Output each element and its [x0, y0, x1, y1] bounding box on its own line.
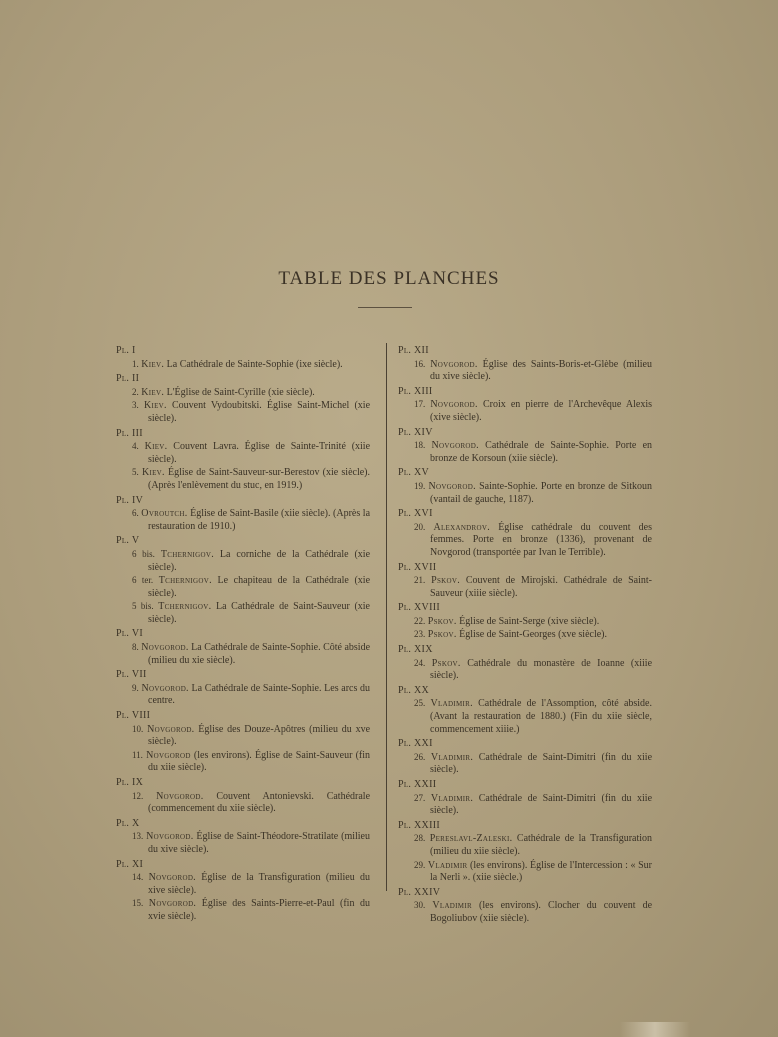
entry-text: Couvent de Mirojski. Cathédrale de Saint-Sauveur (xiiie siècle).: [430, 575, 652, 599]
entry-place: Novgorod.: [141, 642, 189, 654]
entry-place: Vladimir.: [430, 751, 474, 763]
entry-number: 4.: [132, 441, 139, 452]
plate-group: [116, 373, 370, 425]
entry-text: La Cathédrale de Sainte-Sophie. Côté abside (milieu du xie siècle).: [148, 642, 371, 666]
plate-number: Pl. XIV: [398, 426, 433, 438]
plate-entry: [132, 399, 371, 425]
entry-number: 9.: [132, 682, 139, 693]
entry-text: Cathédrale de Sainte-Sophie. Porte en bronze de Korsoun (xiie siècle).: [430, 440, 653, 464]
entry-number: 3.: [132, 400, 139, 411]
entry-place: Vladimir.: [430, 698, 473, 710]
plate-group: [116, 859, 370, 924]
entry-number: 23.: [414, 629, 426, 640]
plate-entry: [414, 657, 653, 683]
plate-number: Pl. XVI: [398, 508, 433, 520]
entry-number: 29.: [414, 859, 426, 870]
plate-entry: [414, 521, 653, 560]
entry-number: 13.: [132, 831, 144, 842]
entry-text: Couvent Lavra. Église de Sainte-Trinité (xiie siècle).: [148, 441, 371, 465]
entry-number: 24.: [414, 657, 426, 668]
page-title: TABLE DES PLANCHES: [278, 268, 500, 289]
entry-number: 6 ter.: [132, 575, 154, 586]
plate-number: Pl. XXII: [398, 779, 437, 790]
entry-number: 5.: [132, 467, 139, 478]
plate-entry: [414, 899, 653, 925]
entry-number: 28.: [414, 833, 426, 844]
plate-group: [398, 467, 652, 506]
entry-place: Novgorod.: [430, 399, 478, 411]
entry-place: Vladimir: [432, 900, 472, 912]
entry-text: Croix en pierre de l'Archevêque Alexis (xive siècle).: [430, 399, 653, 423]
plate-entry: [414, 628, 652, 642]
entry-place: Pskov.: [427, 629, 457, 641]
entry-text: Église des Douze-Apôtres (milieu du xve siècle).: [148, 723, 371, 748]
plate-number: Pl. XVIII: [398, 602, 440, 614]
plate-entry: [414, 615, 652, 629]
plate-entry: [414, 792, 653, 818]
plate-group: [116, 345, 370, 371]
plate-entry: [132, 871, 371, 897]
plate-entry: [132, 358, 370, 372]
plate-entry: [132, 548, 371, 574]
entry-text: (les environs). Clocher du couvent de Bogoliubov (xiie siècle).: [430, 900, 653, 924]
entry-place: Kiev.: [143, 400, 167, 412]
plate-entry: [132, 574, 371, 600]
light-glare: [620, 1022, 690, 1037]
plate-number: Pl. XII: [398, 345, 429, 356]
plate-group: [116, 428, 370, 493]
plate-number: Pl. VIII: [116, 710, 151, 722]
entry-text: Couvent Antonievski. Cathédrale (commencement du xiie siècle).: [148, 790, 371, 815]
left-column: [116, 345, 370, 926]
entry-place: Tchernigov.: [158, 575, 212, 587]
entry-text: (les environs). Église de Saint-Sauveur (fin du xiie siècle).: [148, 749, 371, 774]
entry-text: La Cathédrale de Sainte-Sophie (ixe siècle).: [166, 358, 343, 370]
plate-entry: [414, 832, 653, 858]
entry-place: Kiev.: [141, 358, 165, 370]
plate-entry: [132, 723, 371, 749]
entry-place: Novgorod.: [156, 790, 204, 802]
entry-place: Novgorod.: [431, 440, 479, 452]
plate-number: Pl. XVII: [398, 561, 437, 573]
entry-text: Le chapiteau de la Cathédrale (xie siècle).: [148, 575, 371, 599]
plate-group: [116, 777, 370, 816]
plate-group: [398, 345, 652, 384]
plate-number: Pl. XXIV: [398, 886, 441, 898]
entry-text: Église de Saint-Basile (xiie siècle). (Après la restauration de 1910.): [148, 508, 371, 532]
plate-group: [398, 887, 652, 926]
entry-number: 18.: [414, 440, 426, 451]
plate-entry: [132, 790, 371, 816]
plate-group: [398, 427, 652, 466]
entry-text: Cathédrale de Saint-Dimitri (fin du xiie siècle).: [430, 792, 653, 817]
entry-place: Novgorod.: [147, 723, 195, 735]
entry-text: Église de Saint-Théodore-Stratilate (milieu du xive siècle).: [148, 831, 370, 855]
entry-place: Pskov.: [431, 575, 461, 587]
entry-text: La Cathédrale de Saint-Sauveur (xie siècle).: [148, 601, 370, 625]
plate-entry: [414, 439, 653, 465]
entry-text: Sainte-Sophie. Porte en bronze de Sitkoun (vantail de gauche, 1187).: [430, 480, 652, 505]
entry-text: La corniche de la Cathédrale (xie siècle).: [148, 548, 371, 573]
entry-place: Novgorod: [146, 749, 191, 761]
entry-number: 14.: [132, 872, 144, 883]
plate-number: Pl. II: [116, 373, 140, 385]
plate-entry: [414, 358, 652, 384]
entry-number: 1.: [132, 358, 139, 369]
plate-group: [116, 495, 370, 534]
entry-place: Vladimir: [427, 859, 468, 871]
entry-number: 20.: [414, 521, 426, 532]
plate-number: Pl. V: [116, 535, 140, 547]
entry-number: 30.: [414, 900, 426, 911]
entry-number: 6 bis.: [132, 548, 155, 559]
plate-entry: [132, 600, 370, 626]
entry-place: Kiev.: [141, 467, 165, 479]
plate-number: Pl. XV: [398, 467, 430, 479]
plate-number: Pl. IX: [116, 777, 144, 788]
entry-text: Église des Saints-Boris-et-Glèbe (milieu du xive siècle).: [430, 358, 652, 383]
entry-number: 25.: [414, 698, 426, 709]
plate-group: [398, 820, 652, 885]
plate-number: Pl. XX: [398, 684, 430, 696]
entry-place: Alexandrov.: [433, 521, 491, 533]
plate-number: Pl. X: [116, 817, 140, 829]
entry-text: Cathédrale de Saint-Dimitri (fin du xiie siècle).: [430, 751, 653, 776]
entry-text: Cathédrale du monastère de Ioanne (xiiie siècle).: [430, 657, 653, 682]
entry-number: 22.: [414, 615, 426, 626]
entry-place: Novgorod.: [430, 358, 478, 370]
entry-text: Église de Saint-Georges (xve siècle).: [459, 629, 607, 641]
plate-group: [398, 644, 652, 683]
entry-place: Novgorod.: [141, 682, 189, 694]
plate-entry: [132, 897, 371, 923]
entry-text: Église des Saints-Pierre-et-Paul (fin du xvie siècle).: [148, 898, 371, 922]
plate-number: Pl. XIX: [398, 644, 433, 656]
entry-number: 6.: [132, 508, 139, 519]
plate-entry: [414, 751, 653, 777]
entry-number: 10.: [132, 723, 144, 734]
entry-text: La Cathédrale de Sainte-Sophie. Les arcs du centre.: [148, 682, 371, 707]
plate-group: [398, 508, 652, 559]
entry-text: Cathédrale de la Transfiguration (milieu du xiie siècle).: [430, 833, 653, 857]
entry-place: Pskov.: [431, 657, 461, 669]
entry-text: Église de Saint-Serge (xive siècle).: [459, 615, 600, 627]
plate-number: Pl. XXI: [398, 738, 433, 750]
plate-number: Pl. IV: [116, 494, 144, 506]
entry-number: 26.: [414, 751, 426, 762]
entry-number: 2.: [132, 386, 139, 397]
plate-group: [398, 602, 652, 642]
entry-number: 15.: [132, 898, 144, 909]
plate-number: Pl. III: [116, 427, 143, 439]
plate-group: [398, 738, 652, 777]
entry-place: Kiev.: [141, 386, 165, 398]
plate-entry: [132, 507, 371, 533]
entry-number: 8.: [132, 642, 139, 653]
plate-group: [398, 562, 652, 601]
column-divider: [386, 343, 387, 891]
title-rule: [358, 307, 412, 308]
entry-text: Église cathédrale du couvent des femmes. Porte en bronze (1336), provenant de Novgorod (transportée par Ivan le Terrible).: [430, 521, 653, 558]
entry-place: Ovroutch.: [141, 508, 188, 520]
entry-number: 19.: [414, 480, 426, 491]
plate-entry: [132, 749, 371, 775]
entry-place: Pereslavl-Zaleski.: [429, 833, 513, 845]
entry-number: 17.: [414, 399, 426, 410]
plate-group: [398, 779, 652, 818]
entry-text: Église de Saint-Sauveur-sur-Berestov (xie siècle). (Après l'enlèvement du stuc, en 1919.): [148, 467, 371, 491]
entry-place: Novgorod.: [148, 898, 197, 910]
plate-entry: [132, 682, 371, 708]
entry-text: Cathédrale de l'Assomption, côté abside. (Avant la restauration de 1880.) (Fin du xiie siècle, commencement xiiie.): [430, 698, 652, 735]
entry-place: Pskov.: [427, 615, 457, 627]
entry-text: Couvent Vydoubitski. Église Saint-Michel (xie siècle).: [148, 400, 371, 424]
plate-group: [116, 628, 370, 667]
right-column: [398, 345, 652, 928]
plate-entry: [132, 386, 370, 400]
entry-text: Église de la Transfiguration (milieu du xive siècle).: [148, 872, 371, 896]
entry-text: L'Église de Saint-Cyrille (xie siècle).: [166, 386, 315, 398]
plate-number: Pl. VI: [116, 628, 144, 640]
entry-place: Novgorod.: [146, 831, 194, 843]
entry-number: 27.: [414, 792, 426, 803]
plate-entry: [414, 480, 652, 506]
entry-number: 12.: [132, 790, 144, 801]
entry-number: 11.: [132, 749, 143, 760]
plate-group: [116, 818, 370, 857]
plate-entry: [414, 859, 652, 885]
plate-entry: [414, 574, 652, 600]
entry-number: 16.: [414, 358, 426, 369]
plate-number: Pl. I: [116, 345, 136, 356]
plate-entry: [132, 830, 370, 856]
plate-entry: [414, 697, 652, 736]
plate-group: [116, 669, 370, 708]
plate-number: Pl. XXIII: [398, 819, 440, 831]
plate-group: [398, 685, 652, 736]
entry-place: Novgorod.: [148, 872, 196, 884]
plate-entry: [414, 398, 653, 424]
plate-entry: [132, 641, 371, 667]
plate-entry: [132, 466, 371, 492]
entry-place: Kiev.: [144, 441, 168, 453]
entry-number: 5 bis.: [132, 601, 154, 612]
entry-text: (les environs). Église de l'Intercession : « Sur la Nerli ». (xiie siècle.): [430, 859, 652, 884]
entry-place: Tchernigov.: [158, 601, 212, 613]
plate-entry: [132, 440, 371, 466]
plate-group: [398, 386, 652, 425]
plate-number: Pl. XIII: [398, 385, 433, 397]
entry-place: Novgorod.: [428, 480, 476, 492]
entry-number: 21.: [414, 575, 426, 586]
plate-group: [116, 710, 370, 775]
plate-number: Pl. XI: [116, 858, 144, 870]
plate-number: Pl. VII: [116, 669, 147, 681]
entry-place: Vladimir.: [430, 792, 474, 804]
plate-group: [116, 535, 370, 626]
entry-place: Tchernigov.: [160, 548, 214, 560]
